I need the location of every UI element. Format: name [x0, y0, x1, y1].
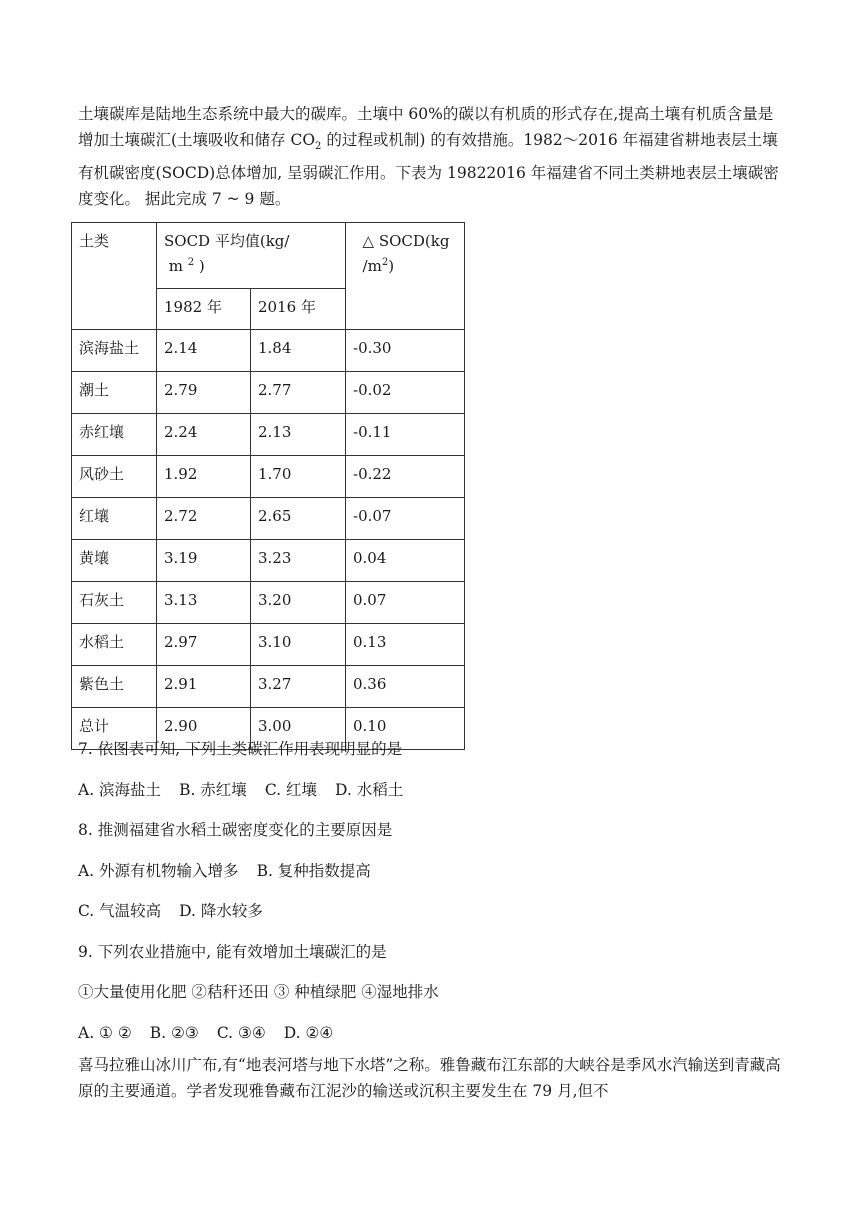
cell-soil: 潮土: [72, 372, 157, 414]
cell-1982: 2.79: [157, 372, 251, 414]
cell-soil: 总计: [72, 708, 157, 750]
intro-text-b: 的过程或机制) 的有效措施。1982～2016 年福建省耕地表层土壤有机碳密度(SOCD)总体增加, 呈弱碳汇作用。下表为 19822016 年福建省不同土类耕地表层土壤碳密度变化。 据此完成 7 ~ 9 题。: [78, 131, 779, 209]
cell-2016: 2.77: [251, 372, 346, 414]
option-c: C. ③④: [216, 1024, 266, 1042]
cell-1982: 2.90: [157, 708, 251, 750]
cell-delta: -0.22: [346, 456, 465, 498]
header-delta-socd: [346, 223, 465, 330]
cell-2016: 2.13: [251, 414, 346, 456]
soil-carbon-table: [71, 222, 465, 750]
cell-1982: 2.72: [157, 498, 251, 540]
cell-soil: 红壤: [72, 498, 157, 540]
cell-soil: 赤红壤: [72, 414, 157, 456]
cell-1982: 2.91: [157, 666, 251, 708]
table-row: [72, 624, 465, 666]
intro-paragraph: [78, 101, 784, 212]
question-7-options: [78, 779, 421, 801]
option-a: A. 外源有机物输入增多: [78, 862, 239, 880]
table-row: [72, 330, 465, 372]
cell-2016: 3.23: [251, 540, 346, 582]
cell-delta: -0.02: [346, 372, 465, 414]
intro-text-a: 土壤碳库是陆地生态系统中最大的碳库。土壤中 60%的碳以有机质的形式存在,提高土壤有机质含量是增加土壤碳汇(土壤吸收和储存 CO: [78, 105, 774, 149]
header-2016: 2016 年: [251, 289, 346, 330]
cell-delta: 0.13: [346, 624, 465, 666]
header-delta-a: △ SOCD(kg: [362, 232, 450, 250]
cell-2016: 1.84: [251, 330, 346, 372]
option-b: B. 赤红壤: [179, 781, 247, 799]
cell-1982: 2.24: [157, 414, 251, 456]
header-socd-b: m: [168, 257, 188, 275]
cell-1982: 2.97: [157, 624, 251, 666]
cell-soil: 紫色土: [72, 666, 157, 708]
intro-subscript: 2: [315, 141, 322, 153]
header-soil-type: 土类: [72, 223, 157, 330]
question-9-options: [78, 1022, 351, 1044]
header-delta-sup: 2: [381, 257, 389, 268]
cell-2016: 3.27: [251, 666, 346, 708]
cell-2016: 3.00: [251, 708, 346, 750]
cell-2016: 3.20: [251, 582, 346, 624]
option-b: B. ②③: [149, 1024, 199, 1042]
cell-soil: 水稻土: [72, 624, 157, 666]
cell-delta: 0.07: [346, 582, 465, 624]
cell-delta: -0.30: [346, 330, 465, 372]
option-c: C. 红壤: [264, 781, 317, 799]
cell-delta: -0.11: [346, 414, 465, 456]
cell-delta: -0.07: [346, 498, 465, 540]
table-row: [72, 414, 465, 456]
option-a: A. 滨海盐土: [78, 781, 162, 799]
header-delta-b: /m: [362, 257, 382, 275]
question-9-stem: 9. 下列农业措施中, 能有效增加土壤碳汇的是: [78, 943, 387, 961]
option-a: A. ① ②: [78, 1024, 132, 1042]
cell-delta: 0.36: [346, 666, 465, 708]
header-1982: 1982 年: [157, 289, 251, 330]
cell-2016: 1.70: [251, 456, 346, 498]
cell-1982: 1.92: [157, 456, 251, 498]
cell-1982: 2.14: [157, 330, 251, 372]
option-d: D. 降水较多: [179, 902, 263, 920]
cell-1982: 3.13: [157, 582, 251, 624]
table-row: [72, 498, 465, 540]
header-socd-c: ): [194, 257, 205, 275]
cell-soil: 石灰土: [72, 582, 157, 624]
table-row: [72, 372, 465, 414]
cell-2016: 2.65: [251, 498, 346, 540]
option-c: C. 气温较高: [78, 902, 162, 920]
table-row: [72, 540, 465, 582]
cell-delta: 0.10: [346, 708, 465, 750]
cell-soil: 滨海盐土: [72, 330, 157, 372]
question-7-stem: 7. 依图表可知, 下列土类碳汇作用表现明显的是: [78, 740, 403, 758]
table-row: [72, 582, 465, 624]
question-8-stem: 8. 推测福建省水稻土碳密度变化的主要原因是: [78, 821, 393, 839]
question-8-options-line2: [78, 900, 281, 922]
cell-2016: 3.10: [251, 624, 346, 666]
header-socd-average: [157, 223, 346, 289]
header-socd-a: SOCD 平均值(kg/: [164, 232, 290, 250]
option-d: D. ②④: [283, 1024, 334, 1042]
cell-soil: 黄壤: [72, 540, 157, 582]
option-b: B. 复种指数提高: [256, 862, 371, 880]
cell-1982: 3.19: [157, 540, 251, 582]
closing-paragraph: 喜马拉雅山冰川广布,有“地表河塔与地下水塔”之称。雅鲁藏布江东部的大峡谷是季风水汽输送到青藏高原的主要通道。学者发现雅鲁藏布江泥沙的输送或沉积主要发生在 79 月,但不: [78, 1056, 781, 1100]
header-delta-c: ): [388, 257, 395, 275]
table-row: [72, 666, 465, 708]
question-9-measures: ①大量使用化肥 ②秸秆还田 ③ 种植绿肥 ④湿地排水: [78, 983, 439, 1001]
cell-soil: 风砂土: [72, 456, 157, 498]
header-socd-sup: 2: [187, 257, 195, 268]
question-8-options-line1: [78, 860, 389, 882]
table-row: [72, 456, 465, 498]
option-d: D. 水稻土: [334, 781, 404, 799]
cell-delta: 0.04: [346, 540, 465, 582]
